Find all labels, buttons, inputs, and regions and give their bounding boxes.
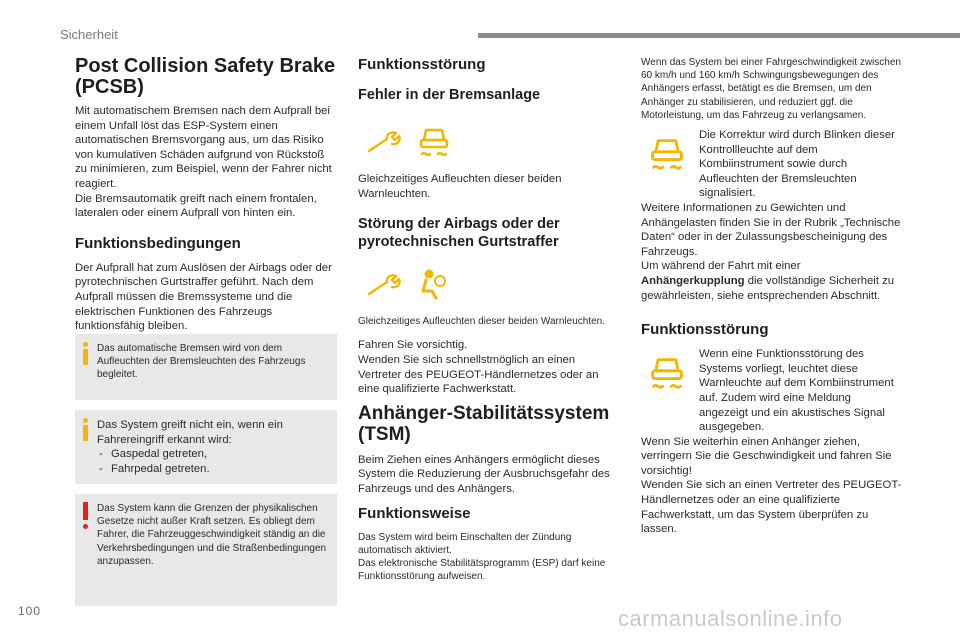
towbar-keyword: Anhängerkupplung xyxy=(641,274,745,287)
column-pcsb xyxy=(75,52,337,340)
pcsb-title: Post Collision Safety Brake (PCSB) xyxy=(75,55,336,98)
warning-note-text: Das System kann die Grenzen der physikalischen Gesetze nicht außer Kraft setzen. Es obliegt dem Fahrer, die Fahrzeuggeschwindigkeit ständig an die Verkehrsbedingungen und die Straßenbedingungen anzupassen. xyxy=(97,503,327,567)
info-note-list xyxy=(97,447,327,476)
conditions-text: Der Aufprall hat zum Auslösen der Airbags oder der pyrotechnischen Gurtstraffer geführt. Nach dem Aufprall müssen die Bremssysteme und die elektrischen Funktionen des Fahrzeugs funktionsfähig bleiben. xyxy=(75,261,332,333)
esp-skid-icon xyxy=(645,353,689,393)
info-note-intro: Das System greift nicht ein, wenn ein Fahrereingriff erkannt wird: xyxy=(97,419,283,446)
brake-fault-text: Gleichzeitiges Aufleuchten dieser beiden Warnleuchten. xyxy=(358,173,562,200)
wrench-icon xyxy=(366,273,402,297)
pcsb-intro-2: Die Bremsautomatik greift nach einem frontalen, lateralen oder einem Aufprall von hinten ein. xyxy=(75,192,317,220)
correction-signal-box xyxy=(641,128,903,201)
section-header: Sicherheit xyxy=(60,27,118,42)
header-rule xyxy=(478,33,960,38)
pcsb-intro: Mit automatischem Bremsen nach dem Aufprall bei einem Unfall löst das ESP-System einen automatischen Bremsvorgang aus, um das Risiko von kumulativen Schäden aufgrund von Rückstoß zu minimieren, zum Beispiel, wenn der Fahrer nicht reagiert. xyxy=(75,105,332,190)
tsm-malfunction-title: Funktionsstörung xyxy=(641,321,769,339)
info-icon xyxy=(83,418,88,476)
info-note-text: Das automatische Bremsen wird von dem Aufleuchten der Bremsleuchten des Fahrzeugs begleitet. xyxy=(97,343,306,381)
column-tsm xyxy=(641,52,903,543)
operation-text-1: Das System wird beim Einschalten der Zündung automatisch aktiviert. xyxy=(358,531,572,556)
correction-signal-text: Die Korrektur wird durch Blinken dieser Kontrollleuchte auf dem Kombiinstrument sowie durch Aufleuchten der Bremsleuchten signalisiert. xyxy=(699,129,895,200)
drive-carefully-text: Fahren Sie vorsichtig. xyxy=(358,339,468,352)
tsm-text: Beim Ziehen eines Anhängers ermöglicht dieses System die Reduzierung der Ausbruchsgefahr des Fahrzeugs und des Anhängers. xyxy=(358,453,610,495)
airbag-icon xyxy=(416,267,448,303)
airbag-fault-text: Gleichzeitiges Aufleuchten dieser beiden Warnleuchten. xyxy=(358,316,606,328)
operation-title: Funktionsweise xyxy=(358,504,471,522)
info-icon xyxy=(83,342,88,392)
malfunction-title: Funktionsstörung xyxy=(358,56,486,73)
column-malfunction xyxy=(358,52,620,583)
towing-advice-text: Wenn Sie weiterhin einen Anhänger ziehen, verringern Sie die Geschwindigkeit und fahren Sie vorsichtig! xyxy=(641,435,892,477)
towbar-text-pre: Um während der Fahrt mit einer xyxy=(641,260,801,273)
dealer-check-text: Wenden Sie sich an einen Vertreter des PEUGEOT-Händlernetzes oder an eine qualifizierte Fachwerkstatt, um das System überprüfen zu lassen. xyxy=(641,479,902,536)
esp-skid-icon xyxy=(416,124,452,160)
conditions-title: Funktionsbedingungen xyxy=(75,234,241,252)
list-item: - Fahrpedal getreten. xyxy=(97,462,327,477)
tsm-malfunction-text: Wenn eine Funktionsstörung des Systems vorliegt, leuchtet diese Warnleuchte auf dem Kombiinstrument auf. Zudem wird eine Meldung angezeigt und ein akustisches Signal ausgegeben. xyxy=(699,348,894,434)
contact-dealer-text: Wenden Sie sich schnellstmöglich an einen Vertreter des PEUGEOT-Händlernetzes oder an eine qualifizierte Fachwerkstatt. xyxy=(358,353,599,396)
wrench-icon xyxy=(366,130,402,154)
page-number: 100 xyxy=(18,604,42,618)
airbag-fault-title: Störung der Airbags oder der pyrotechnischen Gurtstraffer xyxy=(358,216,560,251)
list-item: - Gaspedal getreten, xyxy=(97,447,327,462)
tsm-malfunction-box xyxy=(641,347,903,435)
watermark: carmanualsonline.info xyxy=(618,606,843,631)
tsm-operation-text: Wenn das System bei einer Fahrgeschwindigkeit zwischen 60 km/h und 160 km/h Schwingungsbewegungen des Anhängers erfasst, betätigt es die Bremsen, um den Anhänger zu stabilisieren, und reduziert ggf. die Motorleistung, um das Fahrzeug zu verlangsamen. xyxy=(641,57,901,121)
brake-fault-title: Fehler in der Bremsanlage xyxy=(358,87,541,103)
weights-info-text: Weitere Informationen zu Gewichten und Anhängelasten finden Sie in der Rubrik „Technische Daten“ oder in der Zulassungsbescheinigung des Fahrzeugs. xyxy=(641,201,901,258)
info-note-driver-intervention xyxy=(75,410,337,484)
towbar-info-text xyxy=(641,259,903,303)
info-note-brake-lights xyxy=(75,334,337,400)
warning-icon xyxy=(83,502,88,598)
operation-text-2: Das elektronische Stabilitätsprogramm (ESP) darf keine Funktionsstörung aufweisen. xyxy=(358,557,606,583)
esp-skid-icon xyxy=(645,134,689,174)
towbar-text-post: die vollständige Sicherheit zu gewährleisten, siehe entsprechenden Abschnitt. xyxy=(641,274,895,302)
airbag-warning-icons xyxy=(366,265,620,305)
tsm-title: Anhänger-Stabilitätssystem (TSM) xyxy=(358,402,610,445)
warning-note-physics xyxy=(75,494,337,606)
brake-warning-icons xyxy=(366,122,620,162)
